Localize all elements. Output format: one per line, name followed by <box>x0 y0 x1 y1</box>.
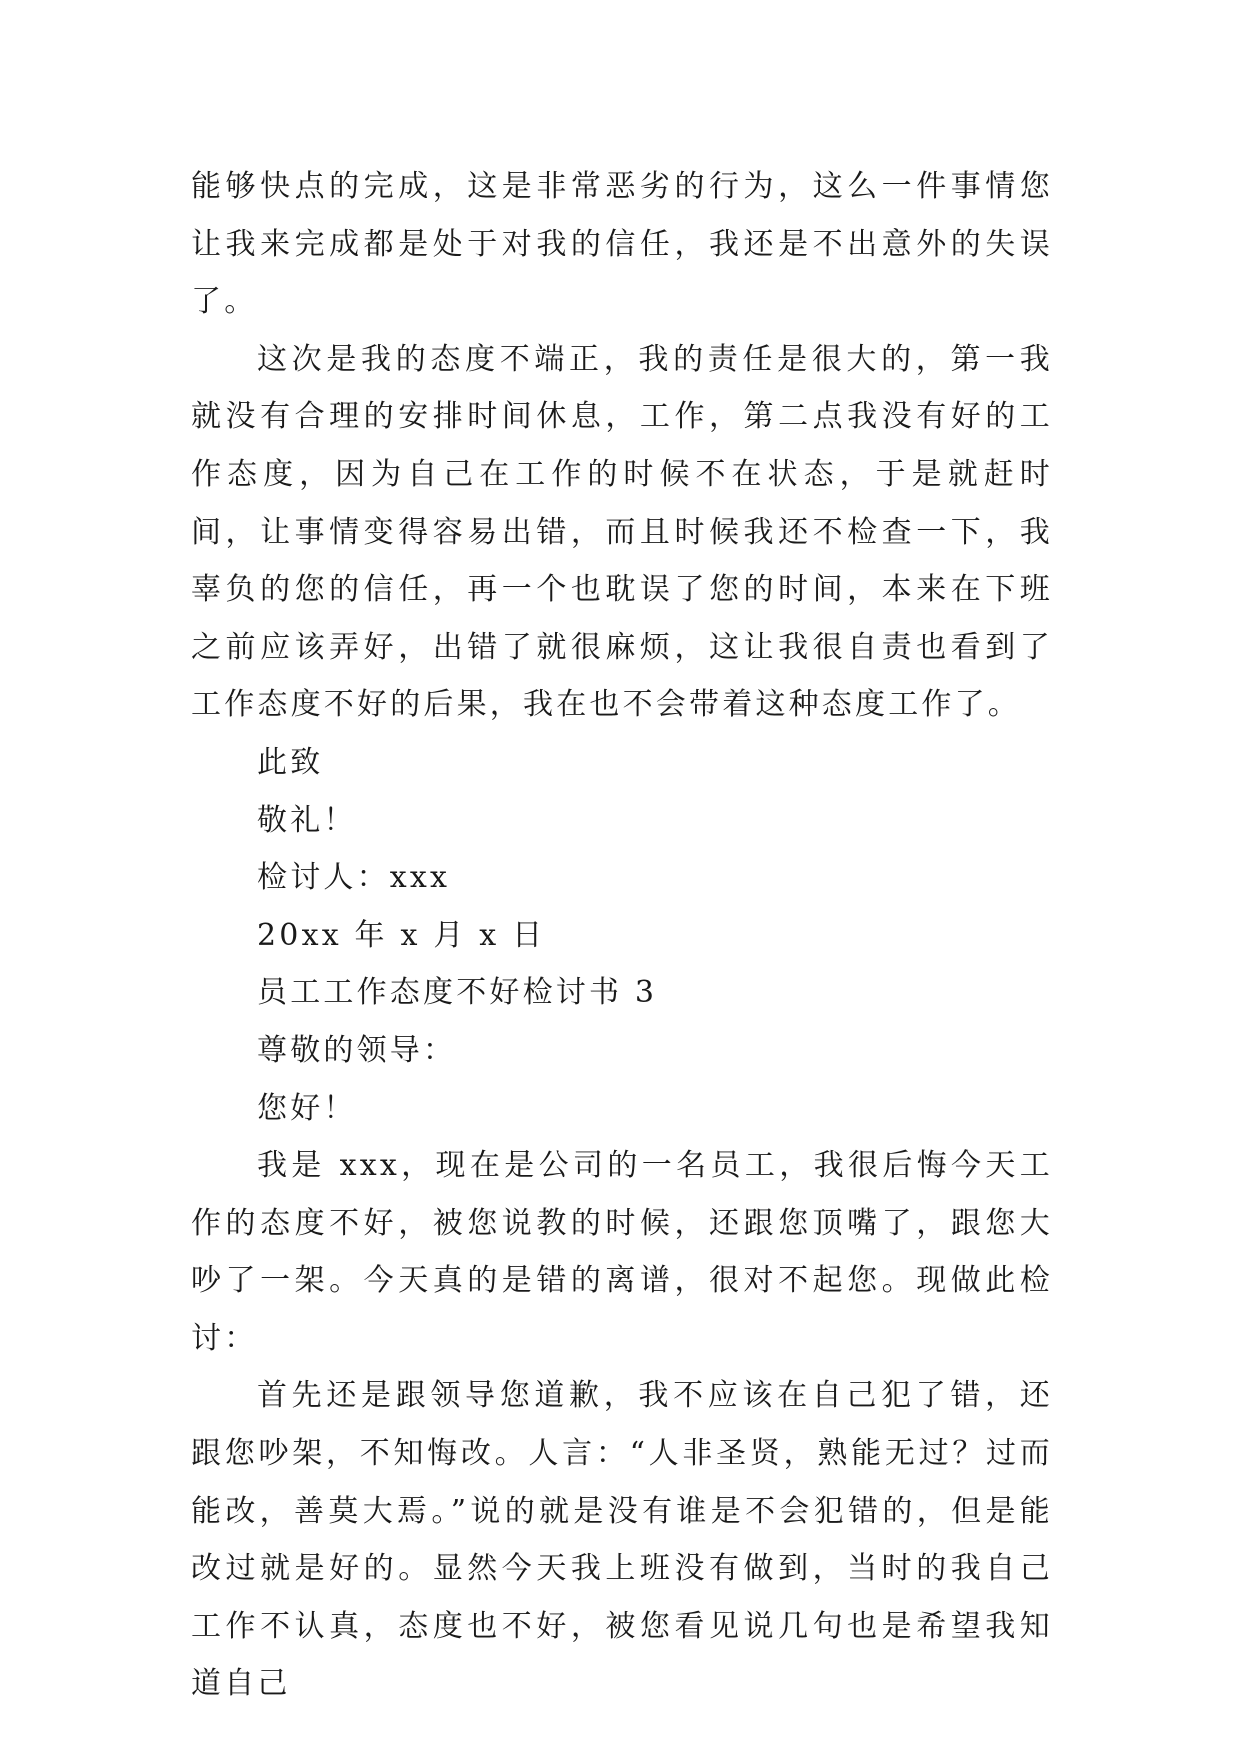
section-heading: 员工工作态度不好检讨书 3 <box>257 975 658 1011</box>
document-body <box>191 158 1053 1713</box>
paragraph-introduction: 我是 xxx，现在是公司的一名员工，我很后悔今天工作的态度不好，被您说教的时候，还跟您顶嘴了，跟您大吵了一架。今天真的是错的离谱，很对不起您。现做此检讨： <box>191 1148 1053 1356</box>
salutation: 尊敬的领导： <box>257 1032 457 1068</box>
signer-line: 检讨人：xxx <box>257 860 451 896</box>
closing-cizhi: 此致 <box>257 744 324 780</box>
paragraph-continuation: 能够快点的完成，这是非常恶劣的行为，这么一件事情您让我来完成都是处于对我的信任，我还是不出意外的失误了。 <box>191 169 1053 320</box>
greeting: 您好！ <box>257 1090 357 1126</box>
paragraph-apology: 首先还是跟领导您道歉，我不应该在自己犯了错，还跟您吵架，不知悔改。人言：“人非圣贤，熟能无过？过而能改，善莫大焉。”说的就是没有谁是不会犯错的，但是能改过就是好的。显然今天我上班没有做到，当时的我自己工作不认真，态度也不好，被您看见说几句也是希望我知道自己 <box>191 1378 1053 1702</box>
date-line: 20xx 年 x 月 x 日 <box>257 917 546 953</box>
closing-jingli: 敬礼！ <box>257 802 357 838</box>
paragraph-attitude: 这次是我的态度不端正，我的责任是很大的，第一我就没有合理的安排时间休息，工作，第二点我没有好的工作态度，因为自己在工作的时候不在状态，于是就赶时间，让事情变得容易出错，而且时候我还不检查一下，我辜负的您的信任，再一个也耽误了您的时间，本来在下班之前应该弄好，出错了就很麻烦，这让我很自责也看到了工作态度不好的后果，我在也不会带着这种态度工作了。 <box>191 341 1053 723</box>
